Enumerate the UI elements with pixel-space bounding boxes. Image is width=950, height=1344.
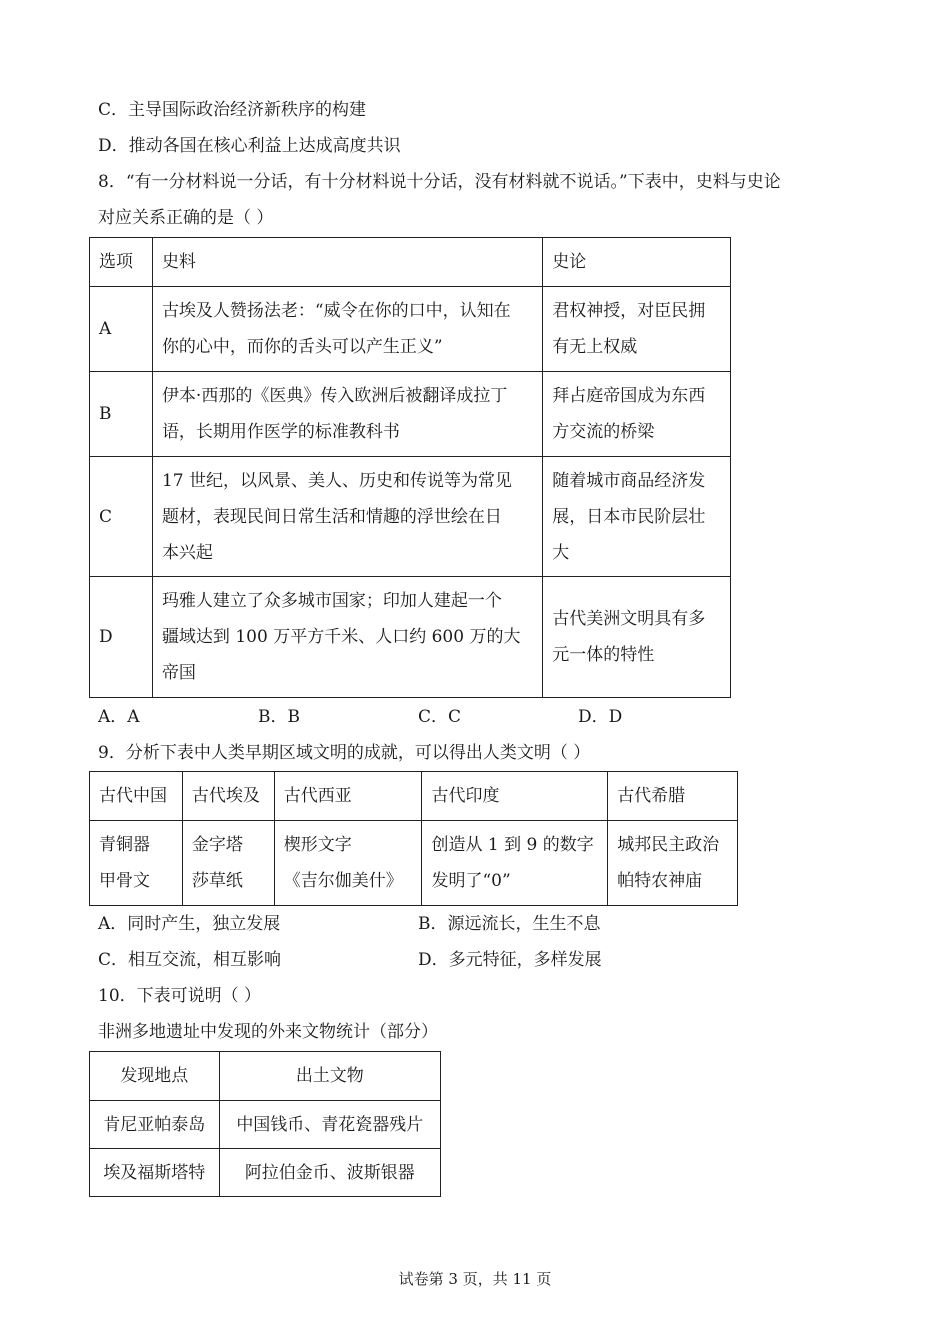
q8-table (89, 237, 731, 698)
cell-line: 发明了“0” (431, 871, 511, 891)
q10-table-caption: 非洲多地遗址中发现的外来文物统计（部分） (98, 1022, 438, 1042)
historical-source-cell (152, 577, 542, 698)
table-header-row (90, 772, 738, 821)
table-row (90, 287, 731, 372)
q9-option-b: B．源远流长，生生不息 (418, 914, 601, 934)
artifact-cell: 阿拉伯金币、波斯银器 (219, 1149, 440, 1197)
table-header-row (90, 1052, 441, 1101)
cell-line: 莎草纸 (191, 871, 243, 891)
page-footer: 试卷第 3 页，共 11 页 (398, 1270, 552, 1288)
q8-option-b: B．B (258, 707, 300, 727)
table-header-cell: 古代西亚 (274, 772, 422, 821)
q10-table (89, 1051, 441, 1197)
cell-line: 甲骨文 (99, 871, 150, 891)
cell-line: 城邦民主政治 (617, 835, 720, 855)
cell-line: 展，日本市民阶层壮 (552, 506, 706, 527)
cell-line: 楔形文字 (283, 835, 352, 855)
cell-line: 元一体的特性 (552, 645, 655, 665)
q7-option-c: C．主导国际政治经济新秩序的构建 (98, 100, 367, 120)
table-header-cell: 古代印度 (422, 772, 608, 821)
cell-line: 17 世纪，以风景、美人、历史和传说等为常见 (161, 470, 512, 491)
site-cell: 肯尼亚帕泰岛 (90, 1101, 220, 1149)
table-header-cell: 发现地点 (90, 1052, 220, 1101)
cell-line: 金字塔 (191, 835, 243, 855)
table-header-cell: 古代希腊 (608, 772, 738, 821)
cell-line: 《吉尔伽美什》 (283, 871, 403, 891)
q9-option-d: D．多元特征，多样发展 (418, 950, 602, 970)
cell-line: 君权神授，对臣民拥 (552, 301, 706, 321)
cell-line: 方交流的桥梁 (552, 422, 655, 442)
table-header-cell: 史料 (152, 238, 542, 287)
q9-table (89, 771, 738, 906)
table-header-cell: 古代埃及 (182, 772, 274, 821)
option-key-cell: B (90, 372, 153, 457)
achievement-cell (422, 821, 608, 906)
cell-line: 创造从 1 到 9 的数字 (431, 835, 594, 855)
cell-line: 玛雅人建立了众多城市国家；印加人建起一个 (161, 591, 502, 611)
q9-options-row2 (98, 948, 602, 972)
q9-options-row1 (98, 912, 601, 936)
option-key-cell: D (90, 577, 153, 698)
achievement-cell (608, 821, 738, 906)
q8-option-a: A．A (98, 707, 140, 727)
cell-line: 题材，表现民间日常生活和情趣的浮世绘在日 (161, 506, 502, 527)
table-header-cell: 史论 (543, 238, 731, 287)
q8-option-c: C．C (418, 707, 462, 727)
table-row (90, 372, 731, 457)
q7-option-d: D．推动各国在核心利益上达成高度共识 (98, 136, 401, 156)
table-row (90, 577, 731, 698)
site-cell: 埃及福斯塔特 (90, 1149, 220, 1197)
q8-option-d: D．D (578, 707, 623, 727)
historical-thesis-cell (543, 372, 731, 457)
q8-stem-line1: 8．“有一分材料说一分话，有十分材料说十分话，没有材料就不说话。”下表中，史料与史论 (98, 172, 781, 192)
historical-source-cell (152, 372, 542, 457)
q8-options (98, 705, 622, 729)
table-row (90, 821, 738, 906)
cell-line: 古代美洲文明具有多 (552, 609, 706, 629)
achievement-cell (90, 821, 183, 906)
artifact-cell: 中国钱币、青花瓷器残片 (219, 1101, 440, 1149)
cell-line: 帝国 (161, 663, 196, 683)
q10-stem: 10．下表可说明（ ） (98, 986, 262, 1006)
table-header-cell: 出土文物 (219, 1052, 440, 1101)
cell-line: 拜占庭帝国成为东西 (552, 386, 706, 406)
historical-thesis-cell (543, 287, 731, 372)
table-row (90, 1149, 441, 1197)
cell-line: 你的心中，而你的舌头可以产生正义” (161, 337, 443, 357)
table-header-cell: 选项 (90, 238, 153, 287)
q8-stem-line2: 对应关系正确的是（ ） (98, 208, 274, 228)
cell-line: 随着城市商品经济发 (552, 470, 706, 491)
q9-option-c: C．相互交流，相互影响 (98, 950, 282, 970)
q9-stem: 9．分析下表中人类早期区域文明的成就，可以得出人类文明（ ） (98, 743, 591, 763)
historical-thesis-cell (543, 457, 731, 577)
cell-line: 疆域达到 100 万平方千米、人口约 600 万的大 (161, 627, 521, 647)
q9-option-a: A．同时产生，独立发展 (98, 914, 281, 934)
option-key-cell: C (90, 457, 153, 577)
cell-line: 语，长期用作医学的标准教科书 (161, 422, 400, 442)
table-row (90, 1101, 441, 1149)
table-header-row (90, 238, 731, 287)
historical-source-cell (152, 287, 542, 372)
cell-line: 帕特农神庙 (617, 871, 703, 891)
historical-source-cell (152, 457, 542, 577)
achievement-cell (182, 821, 274, 906)
table-row (90, 457, 731, 577)
achievement-cell (274, 821, 422, 906)
cell-line: 大 (552, 542, 570, 563)
cell-line: 有无上权威 (552, 337, 638, 357)
cell-line: 本兴起 (161, 542, 213, 563)
cell-line: 伊本·西那的《医典》传入欧洲后被翻译成拉丁 (161, 386, 508, 406)
table-header-cell: 古代中国 (90, 772, 183, 821)
option-key-cell: A (90, 287, 153, 372)
historical-thesis-cell (543, 577, 731, 698)
cell-line: 古埃及人赞扬法老：“威令在你的口中，认知在 (161, 301, 511, 321)
cell-line: 青铜器 (99, 835, 150, 855)
